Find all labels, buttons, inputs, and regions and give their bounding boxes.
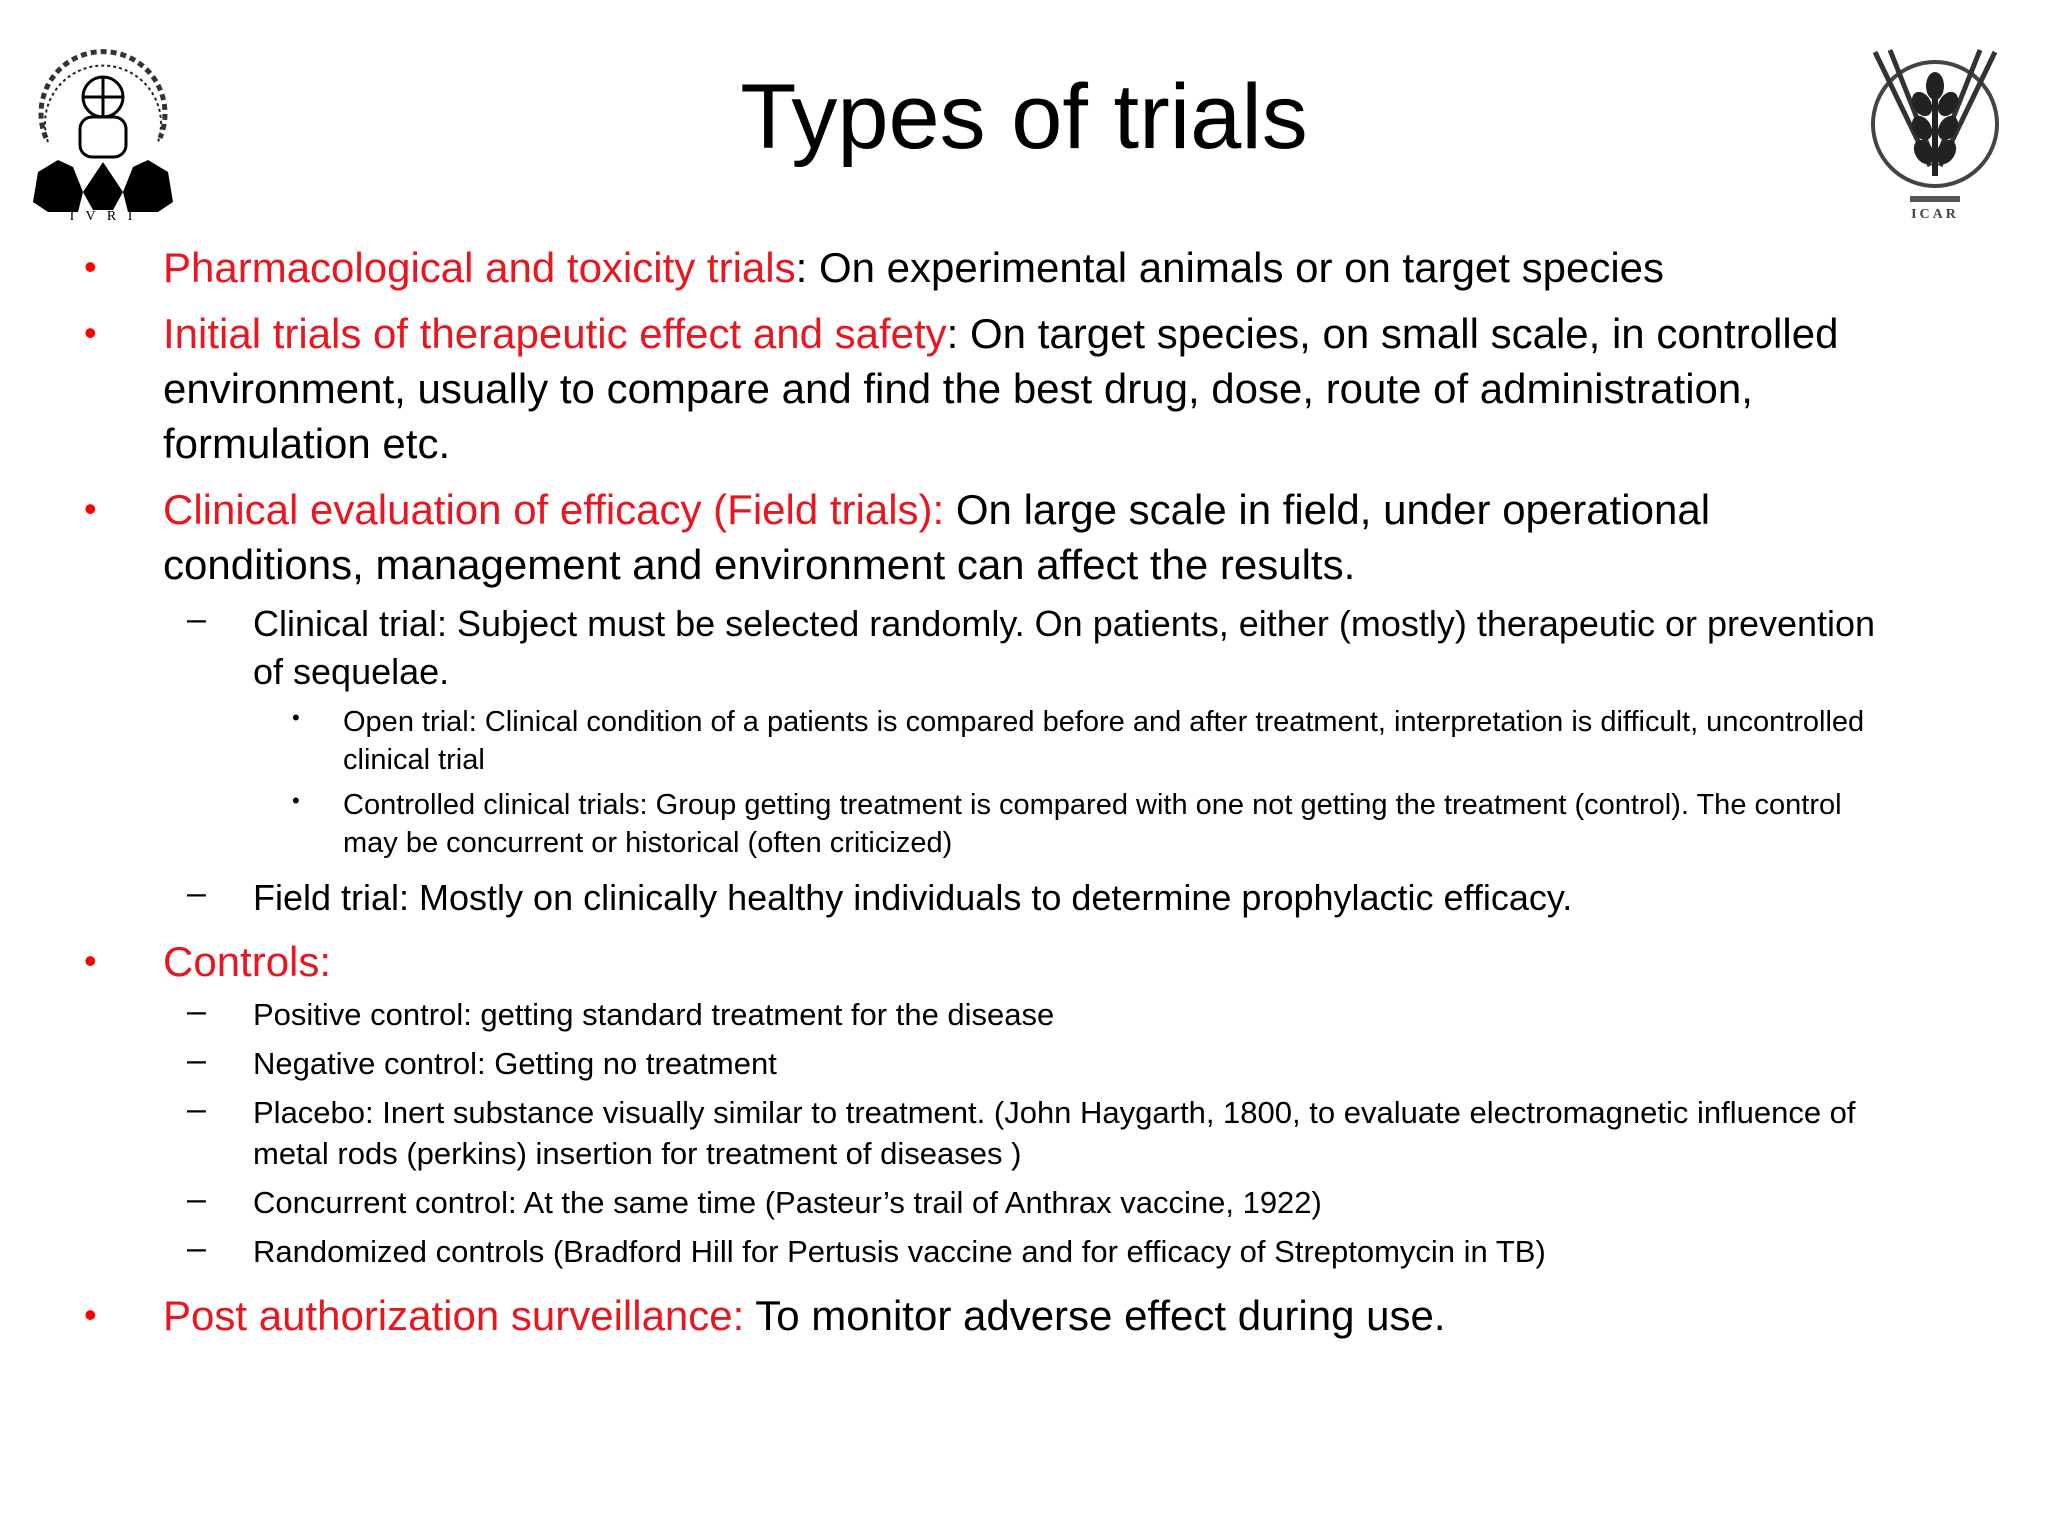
ivri-logo-text: I V R I: [69, 209, 137, 222]
bullet-text: [163, 306, 1883, 471]
dash-marker: –: [187, 1180, 206, 1218]
sub-text: Field trial: Mostly on clinically healthy individuals to determine prophylactic efficacy.: [253, 877, 1573, 918]
bullet-body: : On target species, on small scale, in controlled environment, usually to compare and find the best drug, dose, route of administration, formulation etc.: [163, 310, 1839, 467]
bullet-heading: Clinical evaluation of efficacy (Field trials):: [163, 486, 945, 533]
dash-marker: –: [187, 992, 206, 1030]
bullet-text: [163, 240, 1883, 295]
bullet-marker: •: [292, 788, 300, 813]
bullet-heading: Controls:: [163, 938, 332, 985]
bullet-marker: •: [84, 246, 97, 287]
bullet-body: To monitor adverse effect during use.: [744, 1292, 1446, 1339]
dash-marker: –: [187, 1090, 206, 1128]
bullet-text: [163, 482, 1883, 592]
bullet-marker: •: [84, 1294, 97, 1335]
dash-marker: –: [187, 1041, 206, 1079]
bullet-marker: •: [84, 488, 97, 529]
bullet-marker: •: [84, 940, 97, 981]
bullet-text: [163, 934, 1883, 989]
bullet-heading: Post authorization surveillance:: [163, 1292, 745, 1339]
bullet-body: On large scale in field, under operational conditions, management and environment can affect the results.: [163, 486, 1711, 588]
dash-marker: –: [187, 1229, 206, 1267]
bullet-heading: Pharmacological and toxicity trials: [163, 244, 796, 291]
dash-marker: –: [187, 600, 206, 638]
bullet-marker: •: [292, 705, 300, 730]
sub-sub-text: Controlled clinical trials: Group getting treatment is compared with one not getting the treatment (control). The control may be concurrent or historical (often criticized): [343, 789, 1842, 859]
sub-text: Placebo: Inert substance visually similar to treatment. (John Haygarth, 1800, to evaluate electromagnetic influence of metal rods (perkins) insertion for treatment of diseases ): [253, 1095, 1856, 1171]
bullet-text: [163, 1288, 1883, 1343]
bullet-heading: Initial trials of therapeutic effect and safety: [163, 310, 947, 357]
sub-sub-text: Open trial: Clinical condition of a patients is compared before and after treatment, interpretation is difficult, uncontrolled clinical trial: [343, 706, 1865, 776]
sub-text: Concurrent control: At the same time (Pasteur’s trail of Anthrax vaccine, 1922): [253, 1185, 1322, 1220]
sub-text: Negative control: Getting no treatment: [253, 1046, 777, 1081]
icar-logo-text: ICAR: [1911, 207, 1959, 222]
sub-text: Clinical trial: Subject must be selected randomly. On patients, either (mostly) therapeutic or prevention of sequelae.: [253, 603, 1876, 692]
dash-marker: –: [187, 874, 206, 912]
sub-text: Randomized controls (Bradford Hill for Pertusis vaccine and for efficacy of Streptomycin in TB): [253, 1234, 1546, 1269]
sub-text: Positive control: getting standard treatment for the disease: [253, 997, 1055, 1032]
slide-title: Types of trials: [740, 66, 1308, 168]
bullet-body: : On experimental animals or on target species: [795, 244, 1665, 291]
bullet-marker: •: [84, 312, 97, 353]
